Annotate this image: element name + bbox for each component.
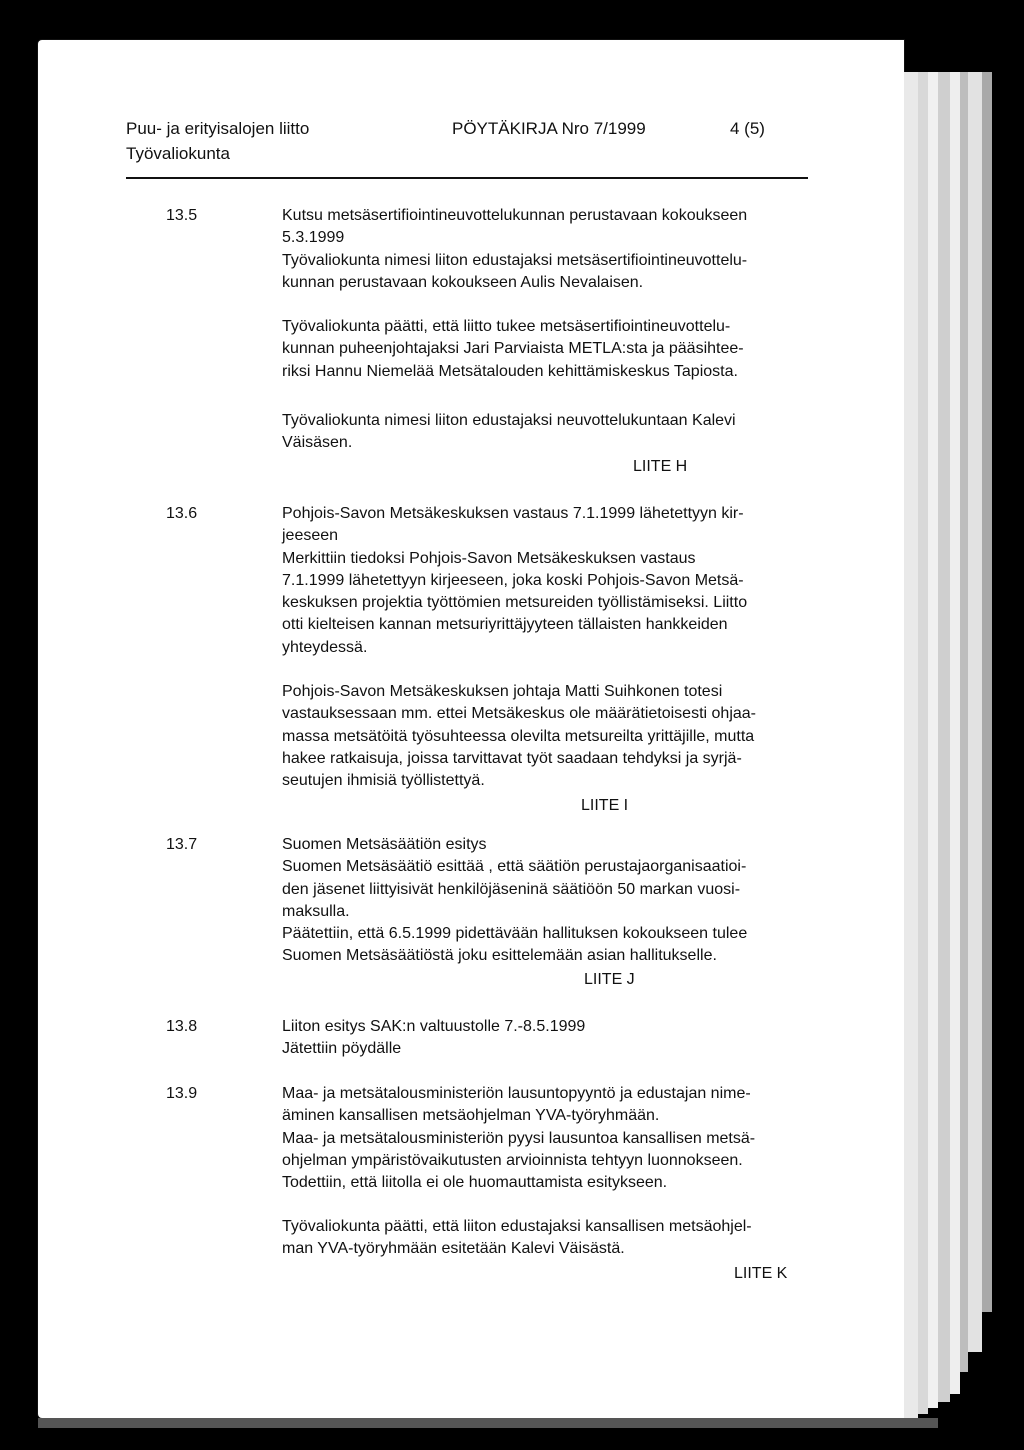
- paragraph: Maa- ja metsätalousministeriön lausuntopyyntö ja edustajan nime- äminen kansallisen metsäohjelman YVA-työryhmään. Maa- ja metsätalousministeriön pyysi lausuntoa kansallisen metsä- ohjelman ympäristövaikutusten arvioinnista tehtyyn luonnokseen. Todettiin, että liitolla ei ole huomauttamista esitykseen.: [282, 1085, 756, 1192]
- page-edge: [968, 72, 982, 1352]
- paragraph: Liiton esitys SAK:n valtuustolle 7.-8.5.1999 Jätettiin pöydälle: [282, 1018, 586, 1058]
- attachment-label: LIITE I: [581, 797, 629, 814]
- section-number: 13.7: [166, 836, 198, 853]
- page-edge: [904, 72, 918, 1422]
- attachment-label: LIITE K: [734, 1265, 788, 1282]
- section-number: 13.6: [166, 505, 198, 522]
- section-body: [282, 410, 812, 455]
- document-title: PÖYTÄKIRJA Nro 7/1999: [452, 119, 646, 138]
- header-divider: [126, 177, 808, 179]
- paragraph: Pohjois-Savon Metsäkeskuksen vastaus 7.1.1999 lähetettyyn kir- jeeseen Merkittiin tiedoksi Pohjois-Savon Metsäkeskuksen vastaus 7.1.1999 lähetettyyn kirjeeseen, joka koski Pohjois-Savon Metsä- keskuksen projektia työttömien metsureiden työllistämiseksi. Liitto otti kielteisen kannan metsuriyrittäjyyteen tällaisten hankkeiden yhteydessä.: [282, 505, 748, 656]
- section-body: [282, 316, 812, 383]
- page-edge: [960, 72, 968, 1372]
- section-number: 13.8: [166, 1018, 198, 1035]
- committee-name: Työvaliokunta: [126, 144, 230, 163]
- page-edge: [918, 72, 928, 1414]
- paragraph: Kutsu metsäsertifiointineuvottelukunnan perustavaan kokoukseen 5.3.1999 Työvaliokunta nimesi liiton edustajaksi metsäsertifiointineuvottelu- kunnan perustavaan kokoukseen Aulis Nevalaisen.: [282, 207, 748, 291]
- section-body: [282, 1016, 812, 1061]
- page-edge: [928, 72, 938, 1408]
- section-body: [282, 834, 812, 968]
- paragraph: Suomen Metsäsäätiön esitys Suomen Metsäsäätiö esittää , että säätiön perustajaorganisaatioi- den jäsenet liittyisivät henkilöjäseninä säätiöön 50 markan vuosi- maksulla. Päätettiin, että 6.5.1999 pidettävään hallituksen kokoukseen tulee Suomen Metsäsäätiöstä joku esittelemään asian hallitukselle.: [282, 836, 748, 965]
- section-body: [282, 1216, 812, 1261]
- section-body: [282, 681, 812, 792]
- paragraph: Pohjois-Savon Metsäkeskuksen johtaja Matti Suihkonen totesi vastauksessaan mm. ettei Metsäkeskus ole määrätietoisesti ohjaa- massa metsätöitä työsuhteessa olevilta metsureilta yrittäjille, mutta hakee ratkaisuja, joissa tarvittavat työt saadaan tehdyksi ja syrjä- seutujen ihmisiä työllistettyä.: [282, 683, 756, 790]
- organization-name: Puu- ja erityisalojen liitto: [126, 119, 310, 138]
- page-shadow: [38, 1418, 938, 1428]
- section-number: 13.9: [166, 1085, 198, 1102]
- section-number: 13.5: [166, 207, 198, 224]
- attachment-label: LIITE J: [584, 971, 635, 988]
- paragraph: Työvaliokunta päätti, että liitto tukee metsäsertifiointineuvottelu- kunnan puheenjohtajaksi Jari Parviaista METLA:sta ja pääsihtee- riksi Hannu Niemelää Metsätalouden kehittämiskeskus Tapiosta.: [282, 318, 744, 380]
- organization-header: [126, 116, 309, 166]
- section-body: [282, 205, 812, 294]
- paragraph: Työvaliokunta nimesi liiton edustajaksi neuvottelukuntaan Kalevi Väisäsen.: [282, 412, 736, 452]
- page-edge: [982, 72, 992, 1312]
- page-number: 4 (5): [730, 119, 765, 138]
- section-body: [282, 1083, 812, 1194]
- page-edge: [950, 72, 960, 1394]
- section-body: [282, 503, 812, 659]
- attachment-label: LIITE H: [633, 458, 688, 475]
- paragraph: Työvaliokunta päätti, että liiton edustajaksi kansallisen metsäohjel- man YVA-työryhmään esitetään Kalevi Väisästä.: [282, 1218, 752, 1258]
- page-edge: [938, 72, 950, 1402]
